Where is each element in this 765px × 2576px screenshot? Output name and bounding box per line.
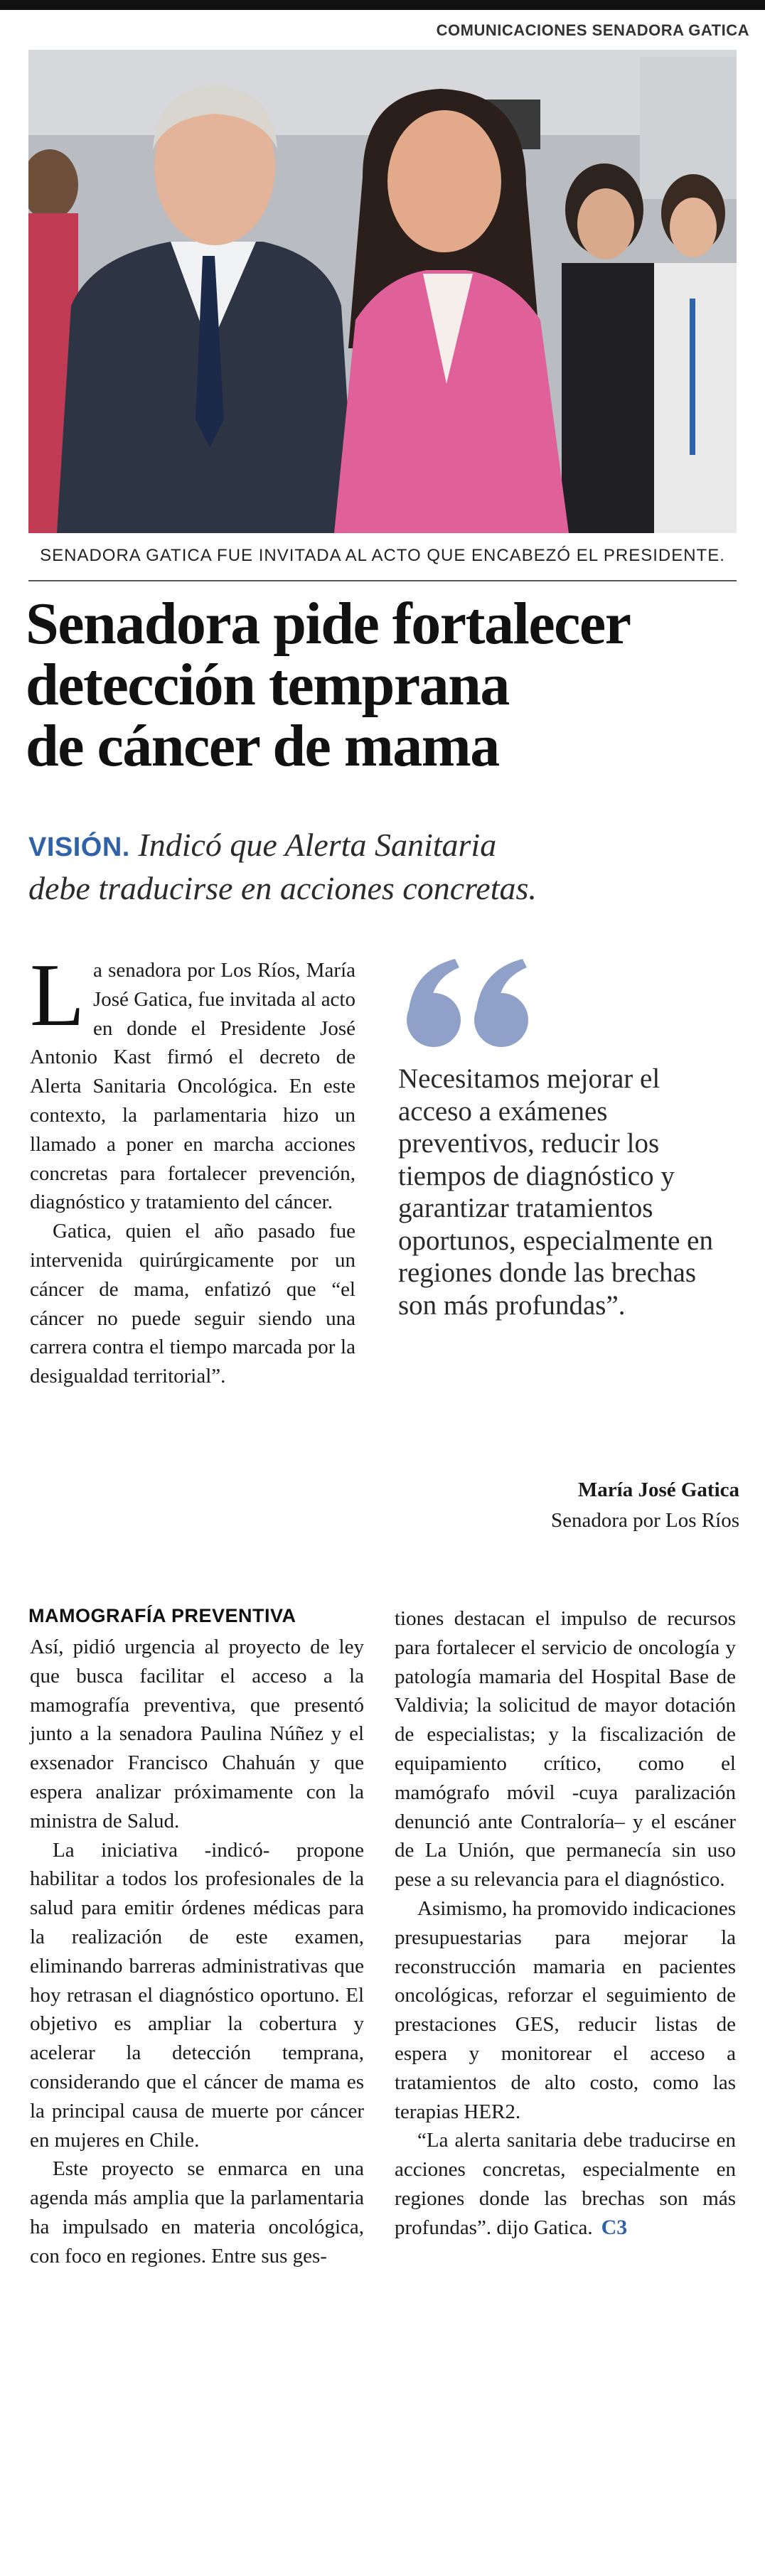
body-paragraph-2: La iniciativa -indicó- propone habilitar a todos los profesionales de la salud para emitir órdenes médicas para la realización de este examen, eliminando barreras administrativas que hoy retrasan el diagnóstico oportuno. El objetivo es ampliar la cobertura y acelerar la detección temprana, considerando que el cáncer de mama es la principal causa de muerte por cáncer en mujeres en Chile.: [30, 1838, 364, 2152]
deck-line-1: Indicó que Alerta Sanitaria: [138, 827, 497, 863]
body-left-column: [30, 1633, 364, 2271]
section-subhead: MAMOGRAFÍA PREVENTIVA: [28, 1605, 296, 1626]
intro-paragraph-1-text: a senadora por Los Ríos, María José Gatica, fue invitada al acto en donde el Presidente José Antonio Kast firmó el decreto de Alerta Sanitaria Oncológica. En este contexto, la parlamentaria hizo un llamado a poner en marcha acciones concretas para fortalecer prevención, diagnóstico y tratamiento del cáncer.: [30, 959, 355, 1214]
body-paragraph-3: Este proyecto se enmarca en una agenda más amplia que la parlamentaria ha impulsado en materia oncológica, con foco en regiones. Entre sus ges-: [30, 2157, 364, 2268]
body-right-column: [395, 1604, 736, 2243]
body-paragraph-1: Así, pidió urgencia al proyecto de ley que busca facilitar el acceso a la mamografía preventiva, que presentó junto a la senadora Paulina Núñez y el exsenador Francisco Chahuán y que espera analizar próximamente con la ministra de Salud.: [30, 1636, 364, 1832]
deck-line-2: debe traducirse en acciones concretas.: [28, 870, 537, 906]
intro-column: [30, 946, 355, 1391]
body-paragraph-6-text: “La alerta sanitaria debe traducirse en acciones concretas, especialmente en regiones donde las brechas son más profundas”. dijo Gatica.: [395, 2129, 736, 2239]
photo-caption: SENADORA GATICA FUE INVITADA AL ACTO QUE ENCABEZÓ EL PRESIDENTE.: [40, 546, 725, 565]
top-rule: [0, 0, 765, 10]
body-paragraph-4: tiones destacan el impulso de recursos para fortalecer el servicio de oncología y patología mamaria del Hospital Base de Valdivia; la solicitud de mayor dotación de especialistas; y la fiscalización de equipamiento crítico, como el mamógrafo móvil -cuya paralización denunció ante Contraloría– y el escáner de La Unión, que permanecía sin uso pese a su relevancia para el diagnóstico.: [395, 1607, 736, 1891]
end-mark-icon: C3: [601, 2215, 628, 2239]
deck: [28, 825, 747, 909]
caption-divider: [28, 580, 737, 581]
body-paragraph-5: Asimismo, ha promovido indicaciones presupuestarias para mejorar la reconstrucción mamaria en pacientes oncológicas, reforzar el seguimiento de prestaciones GES, reducir listas de espera y monitorear el acceso a tratamientos de alto costo, como las terapias HER2.: [395, 1896, 736, 2123]
headline-line-1: Senadora pide fortalecer: [26, 591, 631, 657]
headline-line-2: detección temprana: [26, 652, 509, 718]
quote-mark-icon: [398, 949, 540, 1056]
pull-quote-text: Necesitamos mejorar el acceso a exámenes preventivos, reducir los tiempos de diagnóstico y garantizar tratamientos oportunos, especialmente en regiones donde las brechas son más profundas”.: [398, 1063, 713, 1321]
drop-cap: L: [30, 946, 85, 1045]
headline-line-3: de cáncer de mama: [26, 713, 499, 779]
intro-paragraph-2: Gatica, quien el año pasado fue intervenida quirúrgicamente por un cáncer de mama, enfatizó que “el cáncer no puede seguir siendo una carrera contra el tiempo marcada por la desigualdad territorial”.: [30, 1220, 355, 1388]
body-paragraph-6: [395, 2126, 736, 2242]
section-label: COMUNICACIONES SENADORA GATICA: [436, 21, 749, 39]
deck-kicker: VISIÓN.: [28, 832, 130, 862]
intro-paragraph-1: [30, 946, 355, 1217]
headline: [26, 591, 744, 779]
article-photo: [28, 50, 737, 533]
pull-quote-author: María José Gatica: [577, 1478, 739, 1501]
pull-quote-role: Senadora por Los Ríos: [551, 1509, 739, 1532]
